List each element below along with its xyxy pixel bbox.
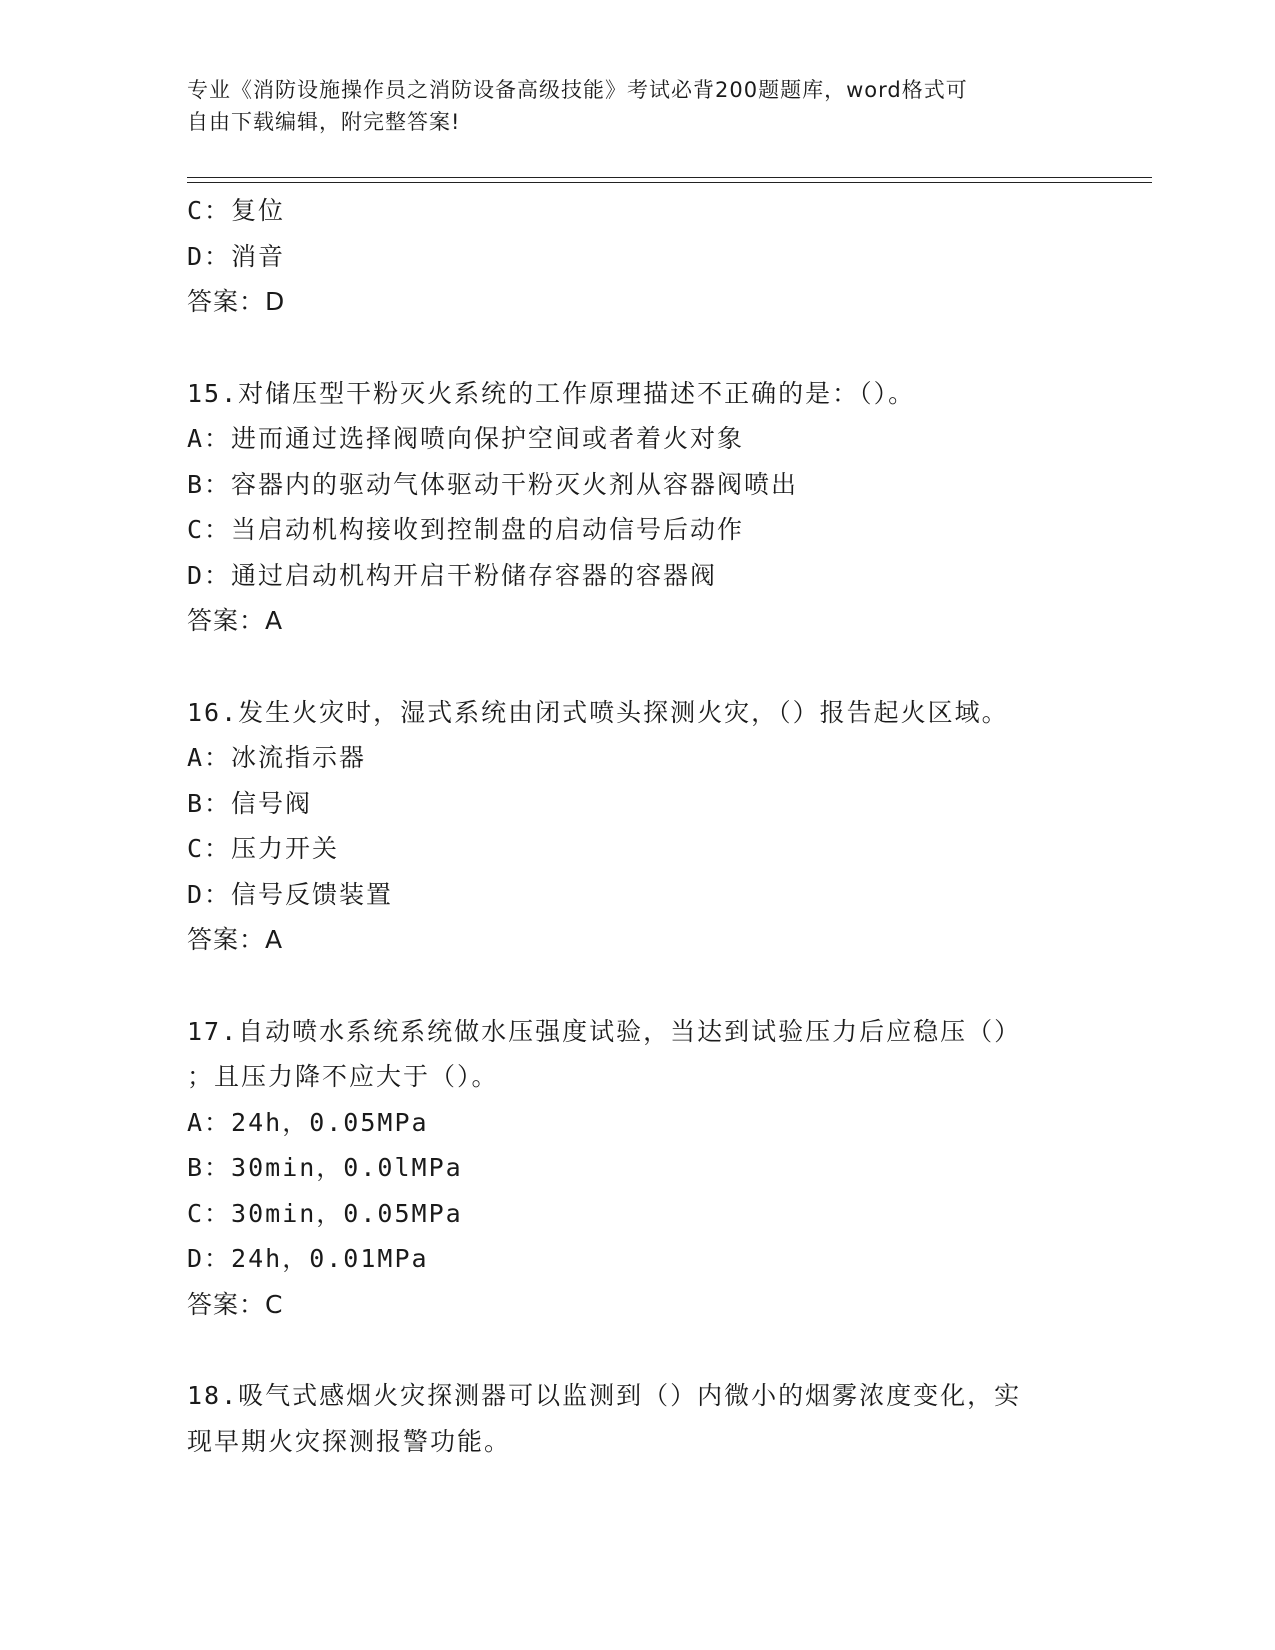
option-c: C：复位 [187,196,286,225]
question-stem-line-2: 现早期火灾探测报警功能。 [187,1426,512,1456]
option-b: B：30min，0.0lMPa [187,1153,463,1182]
spacer [187,644,1087,690]
question-stem: 16.发生火灾时，湿式系统由闭式喷头探测火灾，（）报告起火区域。 [187,697,1009,727]
answer-line: 答案：A [187,606,284,635]
option-c: C：当启动机构接收到控制盘的启动信号后动作 [187,515,745,544]
header-line-1: 专业《消防设施操作员之消防设备高级技能》考试必背200题题库，word格式可 [187,78,968,102]
question-stem-line-1: 18.吸气式感烟火灾探测器可以监测到（）内微小的烟雾浓度变化，实 [187,1381,1022,1410]
spacer [187,1327,1087,1373]
previous-question-tail [187,188,1087,325]
spacer [187,963,1087,1009]
answer-line: 答案：A [187,925,284,954]
option-d: D：信号反馈装置 [187,879,394,909]
option-a: A：进而通过选择阀喷向保护空间或者着火对象 [187,424,745,453]
question-stem-line-2: ；且压力降不应大于（）。 [187,1062,499,1091]
option-c: C：压力开关 [187,834,340,863]
option-b: B：容器内的驱动气体驱动干粉灭火剂从容器阀喷出 [187,469,799,499]
question-15 [187,371,1087,644]
option-d: D：24h，0.01MPa [187,1244,429,1273]
option-d: D：通过启动机构开启干粉储存容器的容器阀 [187,560,718,590]
spacer [187,325,1087,371]
question-18 [187,1373,1087,1464]
header-line-2: 自由下载编辑，附完整答案! [187,110,461,134]
option-a: A：冰流指示器 [187,743,367,772]
header-divider [187,177,1152,183]
document-header [187,74,1087,138]
question-stem-line-1: 17.自动喷水系统系统做水压强度试验，当达到试验压力后应稳压（） [187,1016,1022,1046]
document-body [187,188,1087,1464]
answer-line: 答案：C [187,1289,284,1319]
question-17 [187,1009,1087,1328]
option-d: D：消音 [187,241,286,271]
question-16 [187,690,1087,963]
option-b: B：信号阀 [187,788,313,818]
question-stem: 15.对储压型干粉灭火系统的工作原理描述不正确的是：（）。 [187,378,916,408]
option-a: A：24h，0.05MPa [187,1107,429,1137]
option-c: C：30min，0.05MPa [187,1198,463,1228]
answer-line: 答案：D [187,287,286,316]
